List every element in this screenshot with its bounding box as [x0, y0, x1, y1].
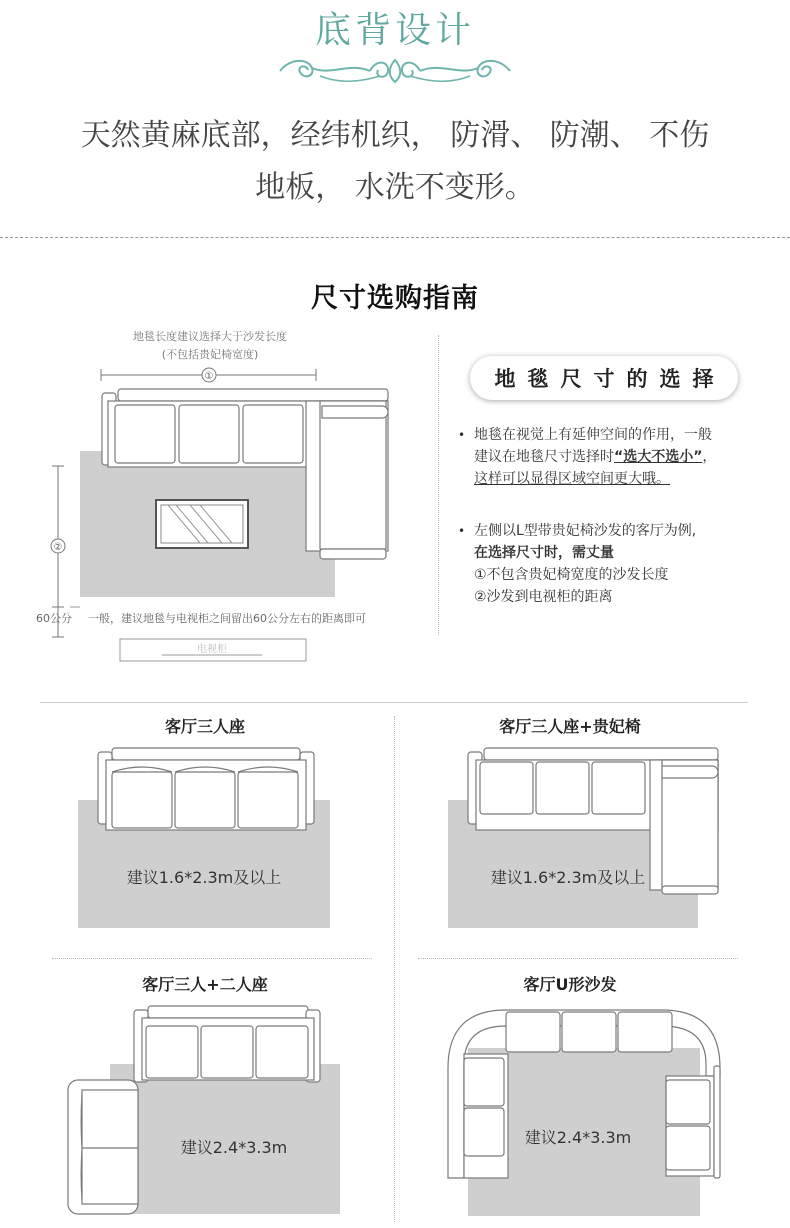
section-title-backing: 底背设计 [314, 10, 475, 51]
layout-u-shape-title: 客厅U形沙发 [523, 975, 617, 994]
ornament-divider-icon [270, 54, 520, 88]
backing-description-line2: 地板， 水洗不变形。 [255, 170, 535, 205]
grid-horizontal-divider-left [52, 958, 372, 959]
label-60cm: 60公分 [36, 612, 72, 625]
tip2-line3: ①不包含贵妃椅宽度的沙发长度 [474, 567, 669, 583]
length-sub-label: (不包括贵妃椅宽度) [161, 348, 259, 361]
layout-three-two-title: 客厅三人+二人座 [142, 975, 268, 994]
tip1-line2-text: 建议在地毯尺寸选择时 [474, 449, 614, 465]
size-guide-title: 尺寸选购指南 [311, 283, 479, 314]
size-guide-diagram [0, 320, 440, 670]
tip-bullet: • [458, 428, 466, 442]
label-60cm-desc: 一般，建议地毯与电视柜之间留出60公分左右的距离即可 [88, 612, 366, 625]
rug-size-choice-pill: 地毯尺寸的选择 [470, 356, 738, 400]
tip-measure-l-sofa [458, 520, 758, 608]
tip2-line2: 在选择尺寸时，需丈量 [474, 545, 614, 561]
layout-chaise-title: 客厅三人座+贵妃椅 [499, 717, 641, 736]
section-divider [40, 702, 748, 703]
marker-2: ② [53, 542, 63, 553]
three-seat-sofa-shape [134, 1006, 320, 1082]
coffee-table-shape [156, 500, 248, 548]
tv-cabinet-label: 电视柜 [197, 644, 227, 655]
tip1-line3: 这样可以显得区域空间更大哦。 [474, 471, 670, 487]
layout-chaise-suggestion: 建议1.6*2.3m及以上 [490, 868, 646, 887]
layout-three-seat-diagram [70, 740, 340, 935]
tip1-line2-end: ， [702, 449, 717, 465]
layout-u-shape-diagram [440, 998, 730, 1223]
layout-three-seat-suggestion: 建议1.6*2.3m及以上 [126, 868, 282, 887]
layout-chaise-diagram [440, 740, 730, 935]
length-label: 地毯长度建议选择大于沙发长度 [133, 330, 287, 343]
grid-horizontal-divider-right [418, 958, 738, 959]
tip1-highlight: “选大不选小” [614, 449, 703, 465]
layout-three-two-diagram [60, 998, 350, 1223]
layout-u-shape-suggestion: 建议2.4*3.3m [524, 1128, 632, 1147]
tip1-line2 [458, 446, 758, 468]
tip1-line1: 地毯在视觉上有延伸空间的作用，一般 [474, 427, 712, 443]
tip-extend-space [458, 424, 758, 490]
two-seat-sofa-shape [68, 1080, 138, 1214]
layout-three-seat-title: 客厅三人座 [164, 717, 245, 736]
tip2-line4: ②沙发到电视柜的距离 [474, 589, 613, 605]
tip2-line1: 左侧以L型带贵妃椅沙发的客厅为例, [474, 523, 697, 539]
backing-description [40, 110, 750, 214]
grid-vertical-divider [394, 716, 395, 1222]
backing-description-line1: 天然黄麻底部，经纬机织， 防滑、 防潮、 不伤 [80, 118, 710, 153]
tip-bullet: • [458, 524, 466, 538]
marker-1: ① [204, 371, 214, 382]
dashed-divider [0, 237, 790, 238]
layout-three-two-suggestion: 建议2.4*3.3m [180, 1138, 288, 1157]
three-seat-sofa-shape [98, 748, 314, 830]
vertical-dotted-divider [438, 335, 439, 635]
